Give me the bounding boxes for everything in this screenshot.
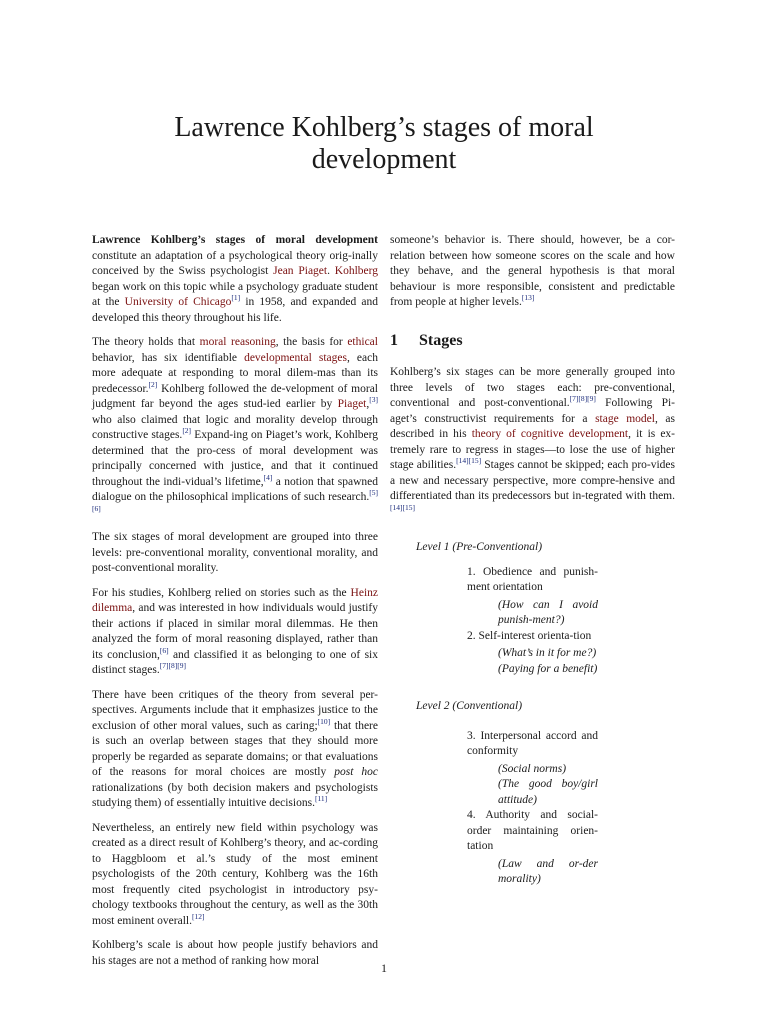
link-heinz-dilemma[interactable]: Heinz dilemma bbox=[92, 586, 378, 614]
stages-paragraph: Kohlberg’s six stages can be more generally grouped into three levels of two stages each: pre-conventional, conventional and post-conventional.[7][8][9] Following Pi-aget’s constructivist requirements for a stage model, as described in his theory of cognitive development, it is ex-tremely rare to regress in stages—to lose the use of higher stage abilities.[14][15] Stages cannot be skipped; each pro-vides a new and necessary perspective, more compre-hensive and differentiated than its predecessors but in-tegrated with them.[14][15] bbox=[390, 366, 676, 512]
levels-paragraph: The six stages of moral development are grouped into three levels: pre-conventional morality, conventional morality, and post-conventional morality. bbox=[92, 531, 378, 574]
stage-3-question: (Social norms) bbox=[498, 762, 567, 775]
stage-2-question: (Paying for a benefit) bbox=[498, 662, 598, 675]
citation-ref[interactable]: [7][8][9] bbox=[159, 661, 186, 671]
citation-ref[interactable]: [7][8][9] bbox=[569, 394, 596, 404]
section-heading-stages bbox=[390, 333, 675, 349]
citation-ref[interactable]: [10] bbox=[317, 716, 331, 726]
link-jean-piaget[interactable]: Jean Piaget bbox=[273, 265, 328, 277]
citation-ref[interactable]: [5][6] bbox=[92, 488, 378, 513]
citation-ref[interactable]: [2] bbox=[148, 379, 158, 389]
section-number: 1 bbox=[390, 331, 398, 349]
citation-ref[interactable]: [14][15] bbox=[390, 502, 415, 512]
link-kohlberg[interactable]: Kohlberg bbox=[334, 265, 379, 277]
citation-ref[interactable]: [13] bbox=[521, 293, 535, 303]
link-developmental-stages[interactable]: developmental stages bbox=[244, 351, 347, 364]
studies-paragraph: For his studies, Kohlberg relied on stories such as the Heinz dilemma, and was interested in how individuals would justify their actions if placed in similar moral dilemmas. He then analyzed the form of moral reasoning displayed, rather than its conclusion,[6] and classified it as belonging to one of six distinct stages.[7][8][9] bbox=[92, 586, 378, 676]
scale-continued-paragraph: someone’s behavior is. There should, however, be a cor-relation between how someone scores on the scale and how they behave, and the general hypothesis is that moral behaviour is more responsible, consistent and predictable from people at higher levels.[13] bbox=[390, 234, 675, 308]
link-ethical[interactable]: ethical bbox=[347, 336, 378, 348]
intro-paragraph: Lawrence Kohlberg’s stages of moral development constitute an adaptation of a psychological theory orig-inally conceived by the Swiss psychologist Jean Piaget. Kohlberg began work on this topic while a psychology graduate student at the University of Chicago[1] in 1958, and expanded and developed this theory throughout his life. bbox=[92, 234, 379, 324]
theory-paragraph: The theory holds that moral reasoning, the basis for ethical behavior, has six identifiable developmental stages, each more adequate at responding to moral dilem-mas than its predecessor.[2] Kohlberg followed the de-velopment of moral judgment far beyond the ages stud-ied earlier by Piaget,[3] who also claimed that logic and morality develop through constructive stages.[2] Expand-ing on Piaget’s work, Kohlberg determined that the pro-cess of moral development was principally concerned with justice, and that it continued throughout the indi-vidual’s lifetime,[4] a notion that spawned dialogue on the philosophical implications of such research.[5][6] bbox=[92, 336, 379, 513]
link-moral-reasoning[interactable]: moral reasoning bbox=[199, 336, 276, 348]
left-column bbox=[92, 233, 378, 978]
citation-ref[interactable]: [14][15] bbox=[456, 456, 482, 466]
level-1-heading: Level 1 (Pre-Conventional) bbox=[416, 541, 543, 553]
citation-ref[interactable]: [6] bbox=[159, 645, 169, 655]
citation-ref[interactable]: [12] bbox=[191, 911, 205, 921]
link-piaget[interactable]: Piaget bbox=[337, 398, 367, 410]
citation-ref[interactable]: [11] bbox=[314, 794, 328, 804]
stage-4: 4. Authority and social-order maintaining orien-tation bbox=[467, 809, 598, 852]
citation-ref[interactable]: [2] bbox=[182, 426, 192, 436]
stage-3: 3. Interpersonal accord and conformity bbox=[467, 729, 598, 757]
stage-1: 1. Obedience and punish-ment orientation bbox=[467, 565, 598, 593]
eminence-paragraph: Nevertheless, an entirely new field within psychology was created as a direct result of Kohlberg’s theory, and ac-cording to Haggbloom et al.’s study of the most eminent psychologists of the 20th century, Kohlberg was the 16th most frequently cited psychologist in introductory psy-chology textbooks throughout the century, as well as the 30th most eminent overall.[12] bbox=[92, 821, 378, 927]
section-title: Stages bbox=[419, 331, 463, 349]
level-2-heading: Level 2 (Conventional) bbox=[416, 700, 523, 712]
stage-1-question: (How can I avoid punish-ment?) bbox=[498, 598, 598, 626]
right-column bbox=[390, 233, 675, 888]
stage-2: 2. Self-interest orienta-tion bbox=[467, 629, 592, 642]
stage-2-question: (What’s in it for me?) bbox=[498, 647, 597, 659]
lead-term: Lawrence Kohlberg’s stages of moral development bbox=[92, 234, 378, 246]
link-stage-model[interactable]: stage model bbox=[595, 412, 655, 425]
stage-4-question: (Law and or-der morality) bbox=[498, 857, 598, 885]
citation-ref[interactable]: [1] bbox=[231, 293, 241, 303]
citation-ref[interactable]: [4] bbox=[263, 472, 273, 482]
citation-ref[interactable]: [3] bbox=[369, 395, 378, 405]
critiques-paragraph: There have been critiques of the theory from several per-spectives. Arguments include that it emphasizes justice to the exclusion of other moral values, such as caring;[10] that there is such an overlap between stages that they should more properly be regarded as separate domains; or that evaluations of the reasons for moral choices are mostly post hoc rationalizations (by both decision makers and psychologists studying them) of essentially intuitive decisions.[11] bbox=[92, 688, 378, 809]
stage-3-question: (The good boy/girl attitude) bbox=[498, 778, 598, 806]
page-number: 1 bbox=[381, 961, 387, 975]
link-theory-of-cognitive-development[interactable]: theory of cognitive development bbox=[471, 428, 629, 440]
page-title: Lawrence Kohlberg’s stages of moral development bbox=[174, 112, 594, 175]
italic-term: post hoc bbox=[334, 766, 378, 778]
link-university-of-chicago[interactable]: University of Chicago bbox=[124, 296, 232, 308]
scale-paragraph: Kohlberg’s scale is about how people justify behaviors and his stages are not a method of ranking how moral bbox=[92, 939, 378, 967]
